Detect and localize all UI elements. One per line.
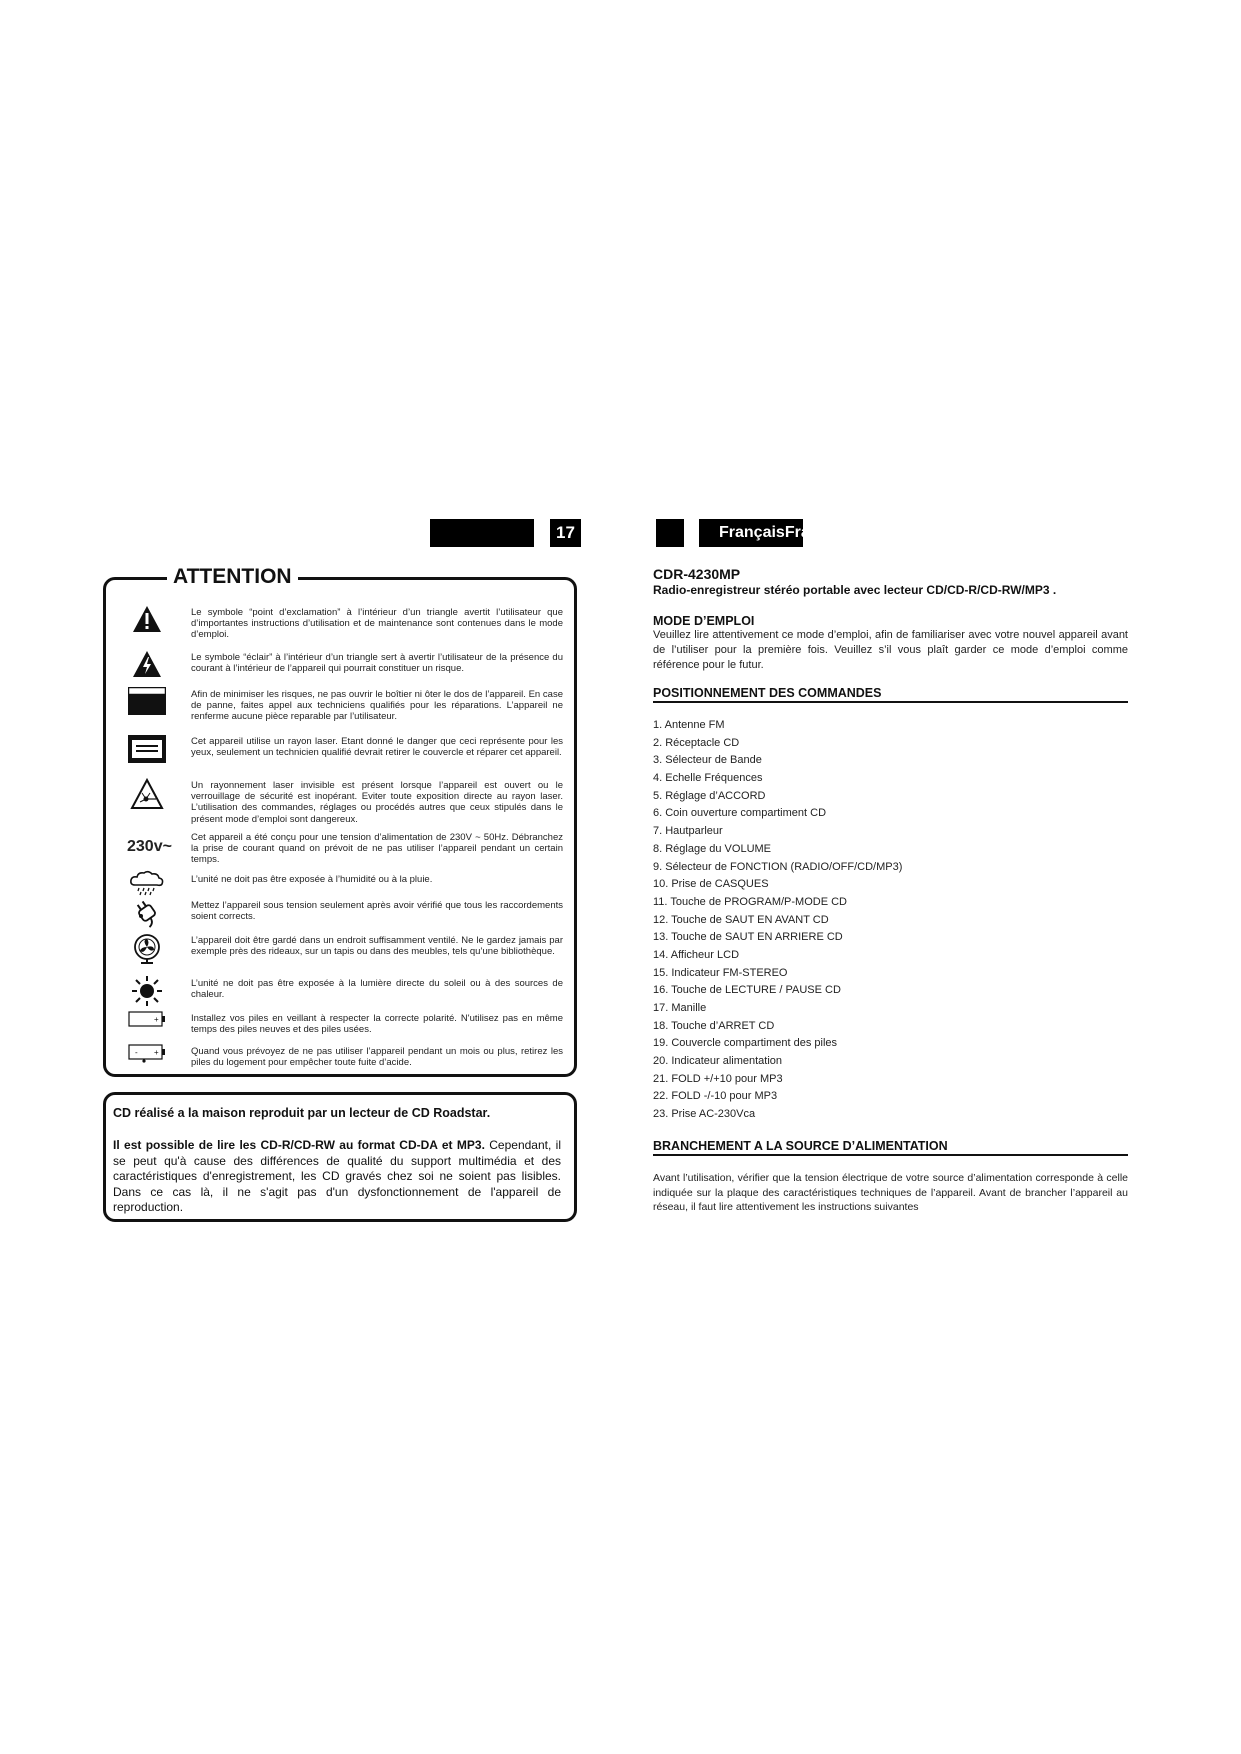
list-item: 17. Manille <box>653 1002 707 1014</box>
list-item: 1. Antenne FM <box>653 719 725 731</box>
list-item: 18. Touche d’ARRET CD <box>653 1019 775 1032</box>
list-item: 22. FOLD -/-10 pour MP3 <box>653 1090 778 1103</box>
list-item: 10. Prise de CASQUES <box>653 878 769 891</box>
attention-text: Installez vos piles en veillant à respecter la correcte polarité. N'utilisez pas en même temps des piles neuves et des piles usées. <box>191 1013 563 1036</box>
list-item: 23. Prise AC-230Vca <box>653 1108 756 1121</box>
list-item: 9. Sélecteur de FONCTION (RADIO/OFF/CD/MP3) <box>653 860 903 873</box>
page-number: 17 <box>550 519 581 547</box>
mode-heading: MODE D’EMPLOI <box>653 614 755 628</box>
attention-text: Le symbole “éclair” à l’intérieur d’un triangle sert à avertir l’utilisateur de la présence du courant à l’intérieur de l’appareil qui pourrait constituer un risque. <box>191 652 563 675</box>
power-heading: BRANCHEMENT A LA SOURCE D’ALIMENTATION <box>653 1139 948 1153</box>
list-item: 16. Touche de LECTURE / PAUSE CD <box>653 984 841 997</box>
exclamation-triangle-icon <box>125 605 169 633</box>
list-item: 15. Indicateur FM-STEREO <box>653 966 788 979</box>
list-item: 4. Echelle Fréquences <box>653 772 763 785</box>
model-name: CDR-4230MP <box>653 566 741 582</box>
svg-text:+: + <box>154 1015 159 1024</box>
lightning-triangle-icon <box>125 650 169 678</box>
header-black-bar-left <box>430 519 534 547</box>
list-item: 5. Réglage d’ACCORD <box>653 789 766 802</box>
battery-leak-icon <box>125 1043 169 1063</box>
attention-text: Cet appareil utilise un rayon laser. Etant donné le danger que ceci représente pour les yeux, seulement un technicien qualifié devrait retirer le couvercle et réparer cet appareil. <box>191 736 563 759</box>
attention-title: ATTENTION <box>167 563 298 591</box>
list-item: 7. Hautparleur <box>653 825 723 838</box>
list-item: 2. Réceptacle CD <box>653 736 740 749</box>
attention-text: Mettez l’appareil sous tension seulement après avoir vérifié que tous les raccordements soient corrects. <box>191 900 563 923</box>
ventilation-fan-icon <box>125 933 169 965</box>
battery-polarity-icon <box>125 1010 169 1028</box>
language-label: FrançaisFrançais <box>699 519 803 547</box>
attention-text: Quand vous prévoyez de ne pas utiliser l’appareil pendant un mois ou plus, retirez les piles du logement pour empêcher toute fuite d’acide. <box>191 1046 563 1069</box>
attention-text: Le symbole “point d’exclamation” à l’intérieur d’un triangle avertit l’utilisateur que d’importantes instructions d’utilisation et de maintenance sont contenues dans le mode d’emploi. <box>191 607 563 641</box>
list-item: 21. FOLD +/+10 pour MP3 <box>653 1072 783 1085</box>
voltage-label-icon <box>127 830 183 855</box>
cd-notice-heading: CD réalisé a la maison reproduit par un lecteur de CD Roadstar. <box>113 1106 491 1120</box>
power-heading-rule <box>653 1154 1128 1156</box>
attention-text: Cet appareil a été conçu pour une tension d’alimentation de 230V ~ 50Hz. Débranchez la prise de courant quand on prévoit de ne pas utiliser l’appareil pendant un certain temps. <box>191 832 563 866</box>
class1-laser-label-icon <box>125 735 169 763</box>
list-item: 14. Afficheur LCD <box>653 948 740 961</box>
header-black-square <box>656 519 684 547</box>
cd-notice-paragraph <box>113 1138 561 1216</box>
plug-icon <box>125 898 169 928</box>
list-item: 6. Coin ouverture compartiment CD <box>653 807 827 820</box>
rain-cloud-icon <box>125 870 169 896</box>
svg-text:-: - <box>135 1048 138 1057</box>
product-subtitle: Radio-enregistreur stéréo portable avec lecteur CD/CD-R/CD-RW/MP3 . <box>653 583 1057 597</box>
attention-text: Un rayonnement laser invisible est présent lorsque l’appareil est ouvert ou le verrouillage de sécurité est inopérant. Eviter toute exposition directe au rayon laser. L’utilisation des commandes, réglages ou procédés autres que ceux stipulés dans le présent mode d’emploi sont dangereux. <box>191 780 563 825</box>
list-item: 11. Touche de PROGRAM/P-MODE CD <box>653 895 847 908</box>
cd-notice-bold-lead: Il est possible de lire les CD-R/CD-RW au format CD-DA et MP3. <box>113 1138 485 1152</box>
cd-notice-body: Cependant, il se peut qu'à cause des différences de qualité du support multimédia et des caractéristiques d'enregistrement, les CD gravés chez soi ne soient pas lisibles. Dans ce cas là, il ne s'agit pas d'un dysfonctionnement de l'appareil de reproduction. <box>113 1138 561 1214</box>
attention-text: L’unité ne doit pas être exposée à la lumière directe du soleil ou à des sources de chaleur. <box>191 978 563 1001</box>
attention-text: L’appareil doit être gardé dans un endroit suffisamment ventilé. Ne le gardez jamais par exemple près des rideaux, sur un tapis ou dans des meubles, tels qu’une bibliothèque. <box>191 935 563 958</box>
attention-text: L’unité ne doit pas être exposée à l’humidité ou à la pluie. <box>191 874 433 885</box>
list-item: 19. Couvercle compartiment des piles <box>653 1037 838 1050</box>
voltage-label: 230v~ <box>127 838 172 855</box>
list-item: 20. Indicateur alimentation <box>653 1055 783 1068</box>
list-item: 13. Touche de SAUT EN ARRIERE CD <box>653 931 843 944</box>
mode-text: Veuillez lire attentivement ce mode d’emploi, afin de familiariser avec votre nouvel appareil avant de l’utiliser pour la première fois. Veuillez s’il vous plaît garder ce mode d’emploi comme référence pour le futur. <box>653 629 1128 671</box>
svg-text:+: + <box>154 1048 159 1057</box>
laser-warning-icon <box>125 778 169 810</box>
caution-label-icon <box>125 687 169 715</box>
list-item: 12. Touche de SAUT EN AVANT CD <box>653 913 829 926</box>
attention-text: Afin de minimiser les risques, ne pas ouvrir le boîtier ni ôter le dos de l’appareil. En case de panne, faites appel aux techniciens qualifiés pour les réparations. L’appareil ne renferme aucune pièce reparable par l’utilisateur. <box>191 689 563 723</box>
list-item: 3. Sélecteur de Bande <box>653 754 762 767</box>
controls-list <box>653 717 902 1124</box>
controls-heading-rule <box>653 701 1128 703</box>
power-text: Avant l’utilisation, vérifier que la tension électrique de votre source d’alimentation corresponde à celle indiquée sur la plaque des caractéristiques techniques de l’appareil. Avant de brancher l’appareil au réseau, il faut lire attentivement les instructions suivantes <box>653 1172 1128 1213</box>
sun-icon <box>125 975 169 1007</box>
list-item: 8. Réglage du VOLUME <box>653 842 772 855</box>
controls-heading: POSITIONNEMENT DES COMMANDES <box>653 686 882 700</box>
